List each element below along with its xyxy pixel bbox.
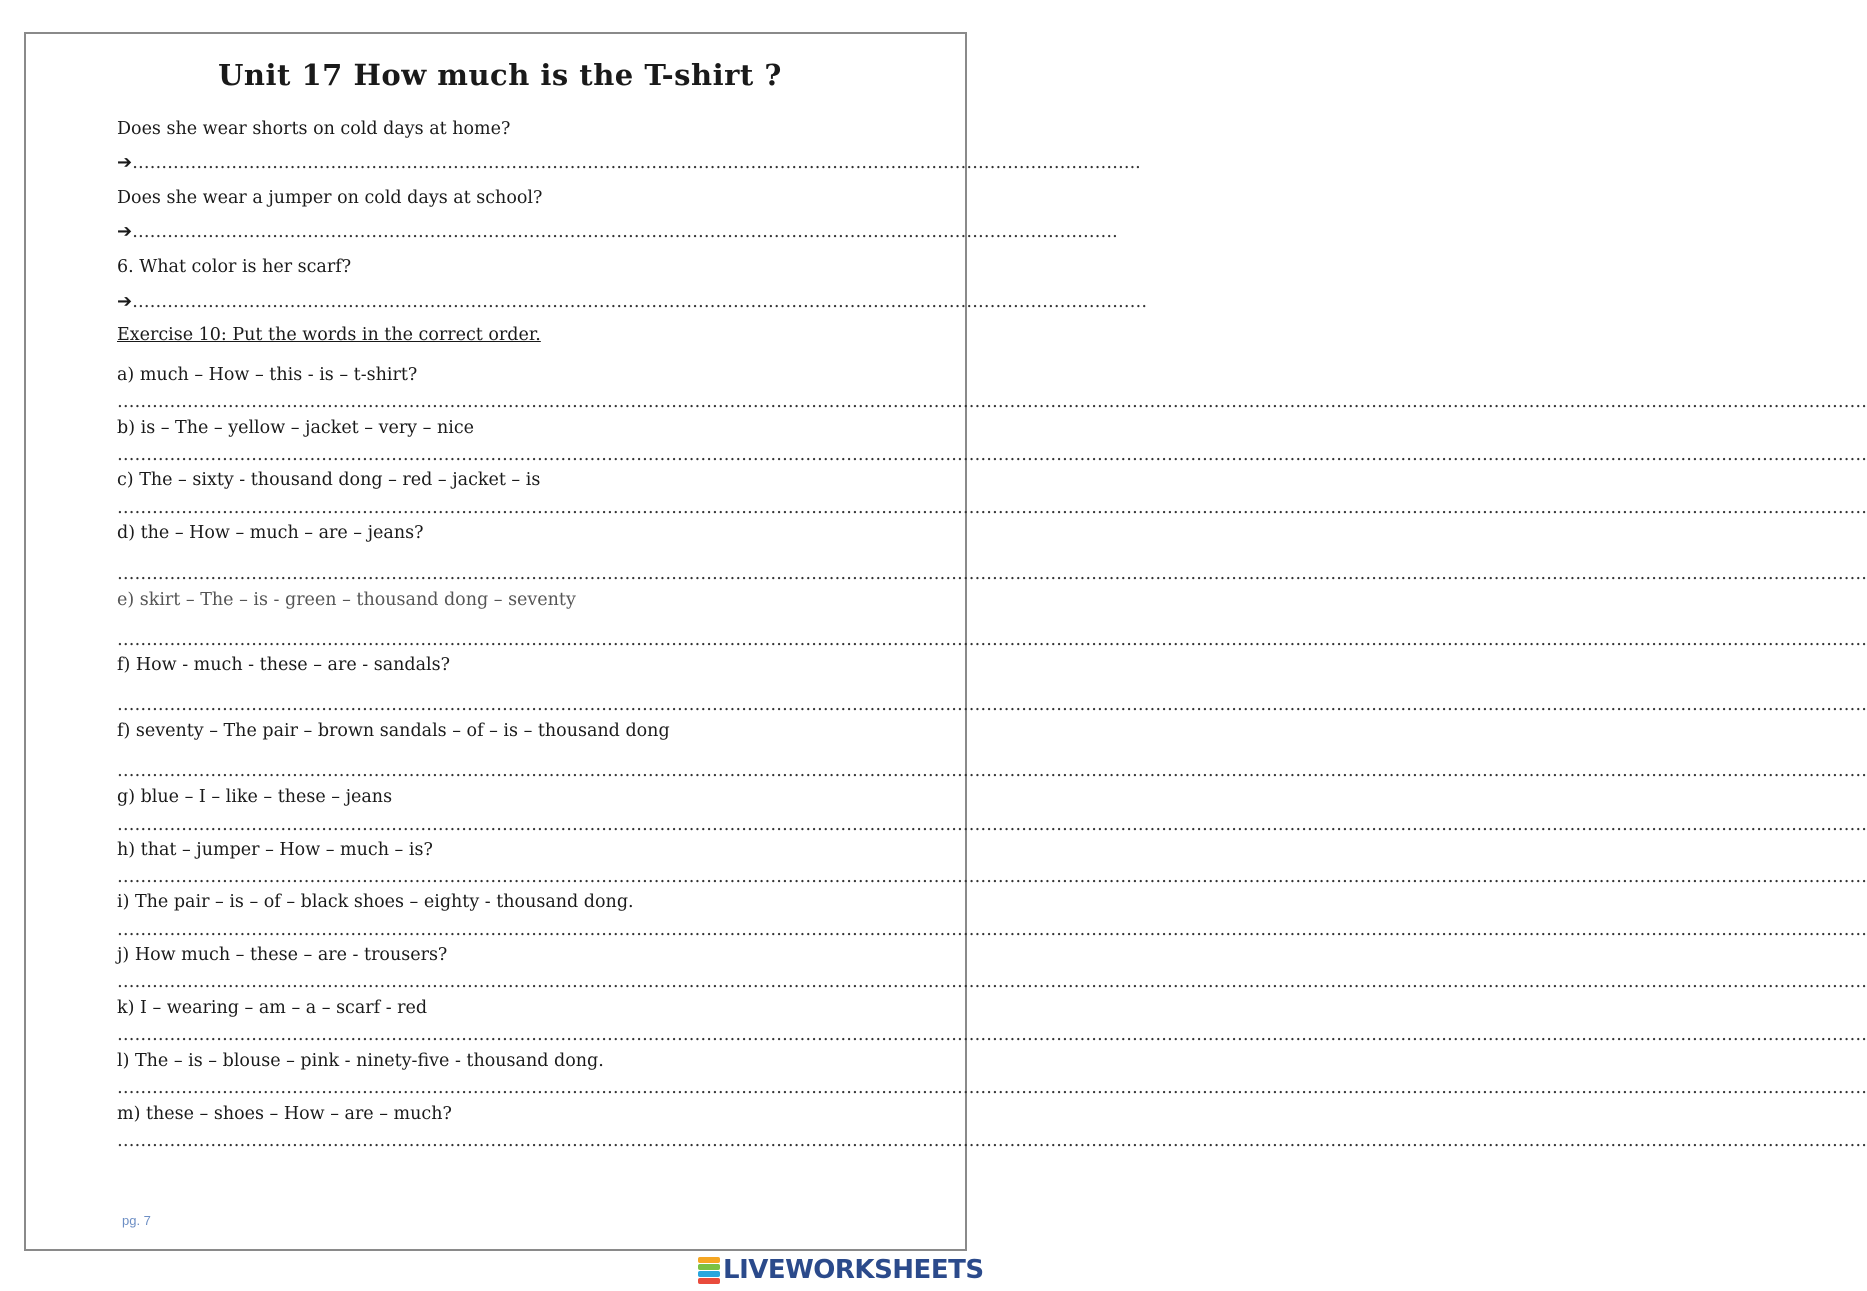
answer-line-2[interactable]: ➔……………………………………………………………………………………………………………………………………………………. [117,221,1118,242]
answer-line[interactable]: ………………………………………………………………………………………………………………………………………………………………………………………………………………………………………………………………………… [117,1078,1867,1098]
exercise-item: g) blue – I – like – these – jeans [117,787,393,807]
answer-line[interactable]: ………………………………………………………………………………………………………………………………………………………………………………………………………………………………………………………………………… [117,498,1867,518]
answer-line[interactable]: ………………………………………………………………………………………………………………………………………………………………………………………………………………………………………………………………………… [117,695,1867,715]
exercise-item: b) is – The – yellow – jacket – very – nice [117,418,474,438]
answer-line[interactable]: ………………………………………………………………………………………………………………………………………………………………………………………………………………………………………………………………………… [117,445,1867,465]
question-3: 6. What color is her scarf? [117,257,352,277]
exercise-item: e) skirt – The – is - green – thousand dong – seventy [117,590,576,610]
exercise-item: l) The – is – blouse – pink - ninety-five - thousand dong. [117,1051,604,1071]
exercise-item: d) the – How – much – are – jeans? [117,523,424,543]
exercise-item: h) that – jumper – How – much – is? [117,840,433,860]
answer-line[interactable]: ………………………………………………………………………………………………………………………………………………………………………………………………………………………………………………………………………… [117,972,1867,992]
question-1: Does she wear shorts on cold days at home? [117,119,511,139]
exercise-item: m) these – shoes – How – are – much? [117,1104,452,1124]
logo-bar [698,1264,720,1270]
exercise-item: f) seventy – The pair – brown sandals – of – is – thousand dong [117,721,670,741]
answer-line[interactable]: ………………………………………………………………………………………………………………………………………………………………………………………………………………………………………………………………………… [117,761,1867,781]
answer-line-3[interactable]: ➔………………………………………………………………………………………………………………………………………………………… [117,291,1148,312]
answer-line[interactable]: ………………………………………………………………………………………………………………………………………………………………………………………………………………………………………………………………………… [117,630,1867,650]
answer-line[interactable]: ………………………………………………………………………………………………………………………………………………………………………………………………………………………………………………………………………… [117,920,1867,940]
page-title: Unit 17 How much is the T-shirt ? [218,58,782,92]
exercise-item: i) The pair – is – of – black shoes – eighty - thousand dong. [117,892,634,912]
exercise-item: a) much – How – this - is – t-shirt? [117,365,418,385]
brand-logo-icon [698,1256,720,1284]
page-number: pg. 7 [122,1213,151,1228]
exercise-item: f) How - much - these – are - sandals? [117,655,451,675]
exercise-heading: Exercise 10: Put the words in the correct order. [117,325,541,345]
arrow-icon: ➔ [117,291,133,312]
logo-bar [698,1257,720,1263]
answer-line[interactable]: ………………………………………………………………………………………………………………………………………………………………………………………………………………………………………………………………………… [117,564,1867,584]
question-2: Does she wear a jumper on cold days at school? [117,188,543,208]
exercise-item: c) The – sixty - thousand dong – red – jacket – is [117,470,541,490]
brand-name: LIVEWORKSHEETS [723,1255,984,1285]
answer-line[interactable]: ………………………………………………………………………………………………………………………………………………………………………………………………………………………………………………………………………… [117,815,1867,835]
logo-bar [698,1271,720,1277]
answer-line-1[interactable]: ➔……………………………………………………………………………………………………………………………………………………….. [117,152,1141,173]
answer-line[interactable]: ………………………………………………………………………………………………………………………………………………………………………………………………………………………………………………………………………… [117,1131,1867,1151]
exercise-item: j) How much – these – are - trousers? [117,945,448,965]
answer-line[interactable]: ………………………………………………………………………………………………………………………………………………………………………………………………………………………………………………………………………… [117,392,1867,412]
arrow-icon: ➔ [117,221,133,242]
logo-bar [698,1278,720,1284]
exercise-item: k) I – wearing – am – a – scarf - red [117,998,428,1018]
answer-line[interactable]: ………………………………………………………………………………………………………………………………………………………………………………………………………………………………………………………………………… [117,867,1867,887]
liveworksheets-logo [698,1255,984,1285]
arrow-icon: ➔ [117,152,133,173]
answer-line[interactable]: ………………………………………………………………………………………………………………………………………………………………………………………………………………………………………………………………………… [117,1025,1867,1045]
